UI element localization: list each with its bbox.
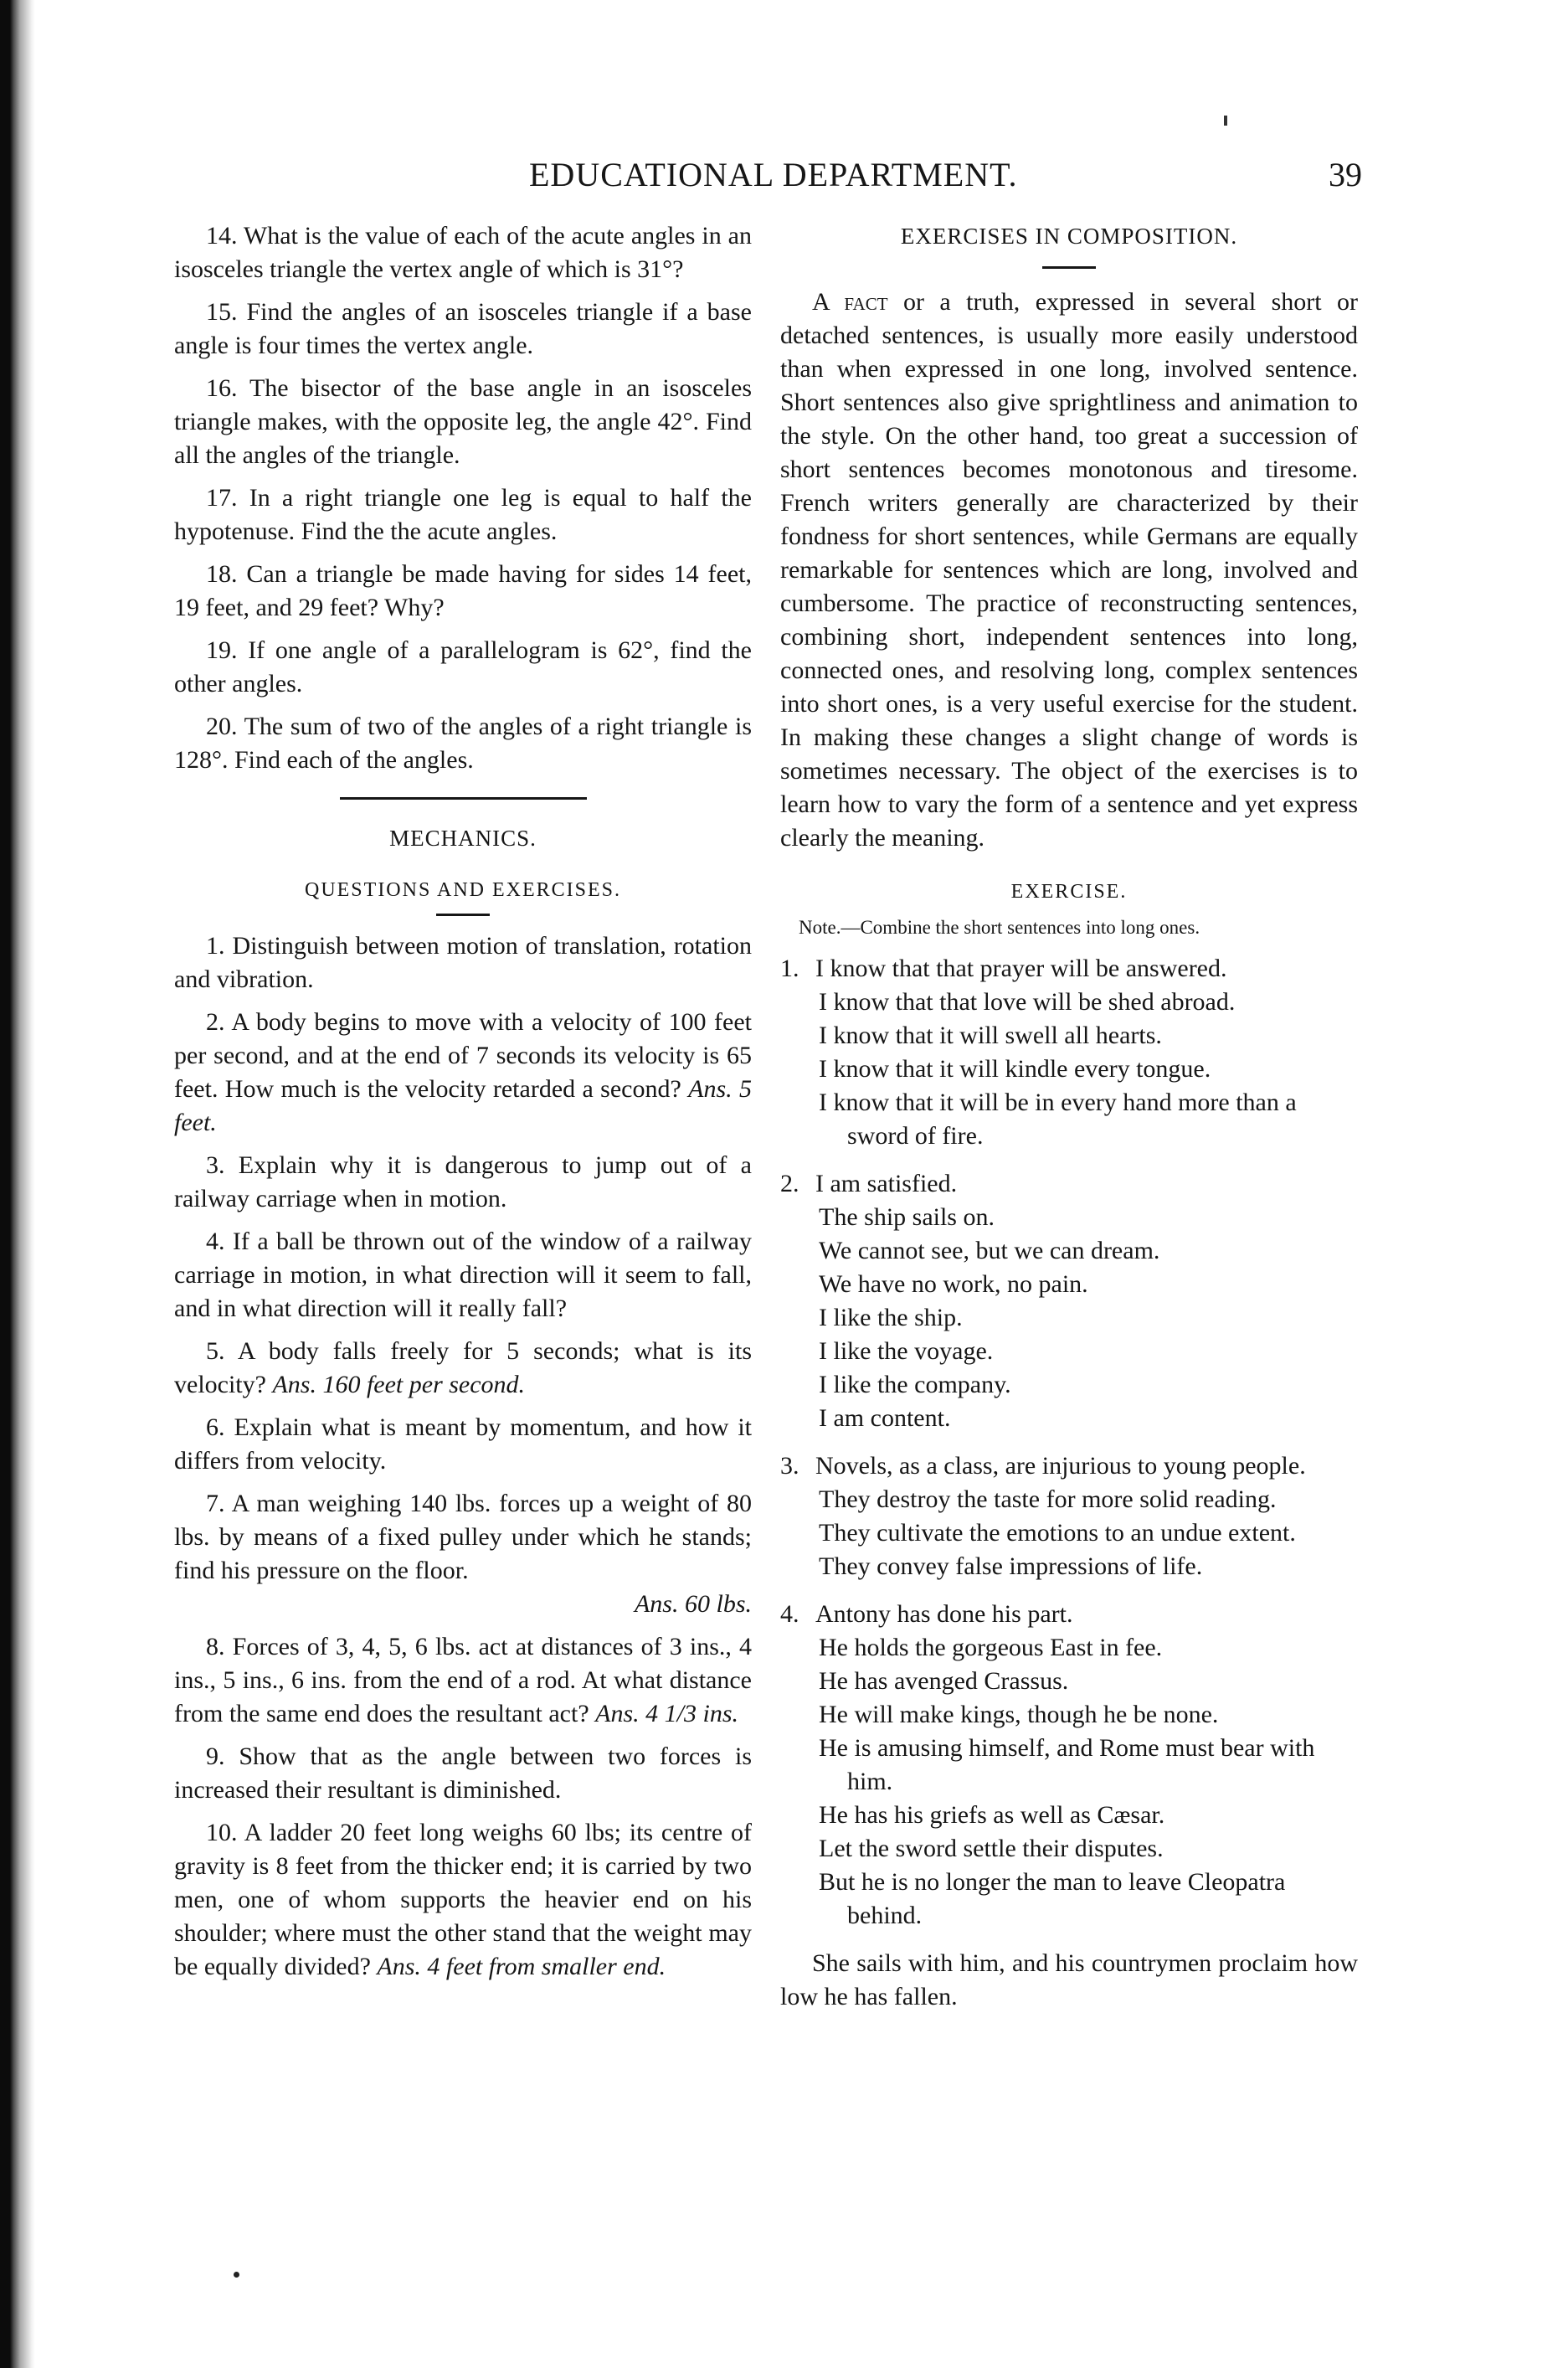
- mechanics-question: [174, 1630, 752, 1731]
- question-text: Explain what is meant by momentum, and how it differs from velocity.: [174, 1413, 753, 1475]
- exercise-sentence: I know that that prayer will be answered.: [815, 955, 1227, 982]
- question-text: Find the angles of an isosceles triangle if a base angle is four times the vertex angle.: [174, 298, 752, 359]
- exercise-line: He is amusing himself, and Rome must bear with him.: [819, 1734, 1315, 1795]
- mechanics-question: [174, 1225, 752, 1326]
- question-number: 10.: [206, 1819, 238, 1846]
- question-text: Can a triangle be made having for sides 14 feet, 19 feet, and 29 feet? Why?: [174, 560, 752, 621]
- question-number: 14.: [206, 222, 238, 250]
- exercise-line: [780, 1449, 1358, 1483]
- question-text: Explain why it is dangerous to jump out of a railway carriage when in motion.: [174, 1151, 752, 1212]
- exercise-line: I know that that love will be shed abroad.: [819, 988, 1236, 1016]
- mechanics-question: [174, 929, 752, 996]
- mechanics-heading: MECHANICS.: [389, 826, 537, 851]
- exercise-line: I like the company.: [819, 1371, 1011, 1398]
- question-number: 9.: [206, 1743, 225, 1770]
- question-answer: Ans. 160 feet per second.: [272, 1371, 526, 1398]
- exercise-line: I am content.: [819, 1404, 951, 1432]
- intro-lead-in: A fact: [812, 288, 888, 316]
- exercise-line: [780, 1167, 1358, 1201]
- geometry-question: [174, 219, 752, 286]
- mechanics-question: [174, 1487, 752, 1621]
- exercise-number: 1.: [780, 955, 799, 982]
- question-number: 8.: [206, 1633, 225, 1660]
- book-binding-edge: [0, 0, 35, 2368]
- composition-intro: [780, 286, 1358, 855]
- exercise-line: [780, 1598, 1358, 1631]
- exercise-heading: EXERCISE.: [1010, 881, 1128, 903]
- exercise-line: I like the ship.: [819, 1304, 963, 1331]
- left-column: [174, 219, 752, 1993]
- question-number: 17.: [206, 484, 238, 512]
- exercise-item: [780, 952, 1358, 1153]
- question-number: 18.: [206, 560, 238, 588]
- exercise-sentence: I am satisfied.: [815, 1170, 958, 1197]
- exercise-sentence: Novels, as a class, are injurious to young people.: [815, 1452, 1306, 1480]
- question-text: A man weighing 140 lbs. forces up a weight of 80 lbs. by means of a fixed pulley under which he stands; find his pressure on the floor.: [174, 1490, 752, 1584]
- geometry-question: [174, 634, 752, 701]
- mechanics-question: [174, 1816, 752, 1984]
- right-column: [780, 219, 1358, 2014]
- exercise-number: 4.: [780, 1600, 799, 1628]
- question-number: 5.: [206, 1337, 225, 1365]
- exercise-number: 3.: [780, 1452, 799, 1480]
- question-answer: Ans. 5 feet.: [174, 1075, 752, 1136]
- exercise-number: 2.: [780, 1170, 799, 1197]
- intro-text: or a truth, expressed in several short or detached sentences, is usually more easily understood than when expressed in one long, involved sentence. Short sentences also give sprightliness and animation to the style. On the other hand, too great a succession of short sentences becomes monotonous and tiresome. French writers generally are characterized by their fondness for short sentences, while Germans are equally remarkable for sentences which are long, involved and cumbersome. The practice of reconstructing sentences, combining short, independent sentences into long, connected ones, and resolving long, complex sentences into short ones, is a very useful exercise for the student. In making these changes a slight change of words is sometimes necessary. The object of the exercises is to learn how to vary the form of a sentence and yet express clearly the meaning.: [780, 288, 1358, 852]
- exercise-line: We cannot see, but we can dream.: [819, 1237, 1160, 1264]
- question-answer: Ans. 4 feet from smaller end.: [377, 1953, 666, 1980]
- question-text: A body begins to move with a velocity of 100 feet per second, and at the end of 7 seconds its velocity is 65 feet. How much is the velocity retarded a second?: [174, 1008, 752, 1103]
- geometry-question: [174, 296, 752, 363]
- exercise-line: He has his griefs as well as Cæsar.: [819, 1801, 1165, 1829]
- exercise-line: Let the sword settle their disputes.: [819, 1835, 1164, 1862]
- question-number: 1.: [206, 932, 225, 960]
- print-speck: [1224, 116, 1227, 126]
- exercise-line: [780, 952, 1358, 986]
- question-text: In a right triangle one leg is equal to half the hypotenuse. Find the the acute angles.: [174, 484, 752, 545]
- question-text: The bisector of the base angle in an isosceles triangle makes, with the opposite leg, the angle 42°. Find all the angles of the triangle.: [174, 374, 752, 469]
- exercise-line: He has avenged Crassus.: [819, 1667, 1069, 1695]
- exercise-line: They convey false impressions of life.: [819, 1552, 1203, 1580]
- question-number: 4.: [206, 1228, 225, 1255]
- exercise-line: But he is no longer the man to leave Cleopatra behind.: [819, 1868, 1286, 1929]
- subheading-rule: [436, 914, 490, 916]
- exercise-line: I know that it will be in every hand more than a sword of fire.: [819, 1089, 1297, 1150]
- geometry-question: [174, 558, 752, 625]
- mechanics-question: [174, 1740, 752, 1807]
- page-number: 39: [1329, 156, 1362, 193]
- exercise-sentence: Antony has done his part.: [815, 1600, 1073, 1628]
- exercise-line: I know that it will kindle every tongue.: [819, 1055, 1211, 1083]
- question-number: 16.: [206, 374, 238, 402]
- running-head: [0, 155, 1568, 205]
- question-text: Distinguish between motion of translation, rotation and vibration.: [174, 932, 753, 993]
- question-number: 6.: [206, 1413, 225, 1441]
- mechanics-question: [174, 1335, 752, 1402]
- question-text: The sum of two of the angles of a right triangle is 128°. Find each of the angles.: [174, 713, 752, 774]
- heading-rule: [1042, 266, 1096, 269]
- print-speck: [234, 2272, 239, 2278]
- exercise-line: We have no work, no pain.: [819, 1270, 1088, 1298]
- geometry-question: [174, 481, 752, 548]
- question-text: Show that as the angle between two forces is increased their resultant is diminished.: [174, 1743, 752, 1804]
- question-number: 2.: [206, 1008, 225, 1036]
- mechanics-question: [174, 1411, 752, 1478]
- closing-sentence: She sails with him, and his countrymen proclaim how low he has fallen.: [780, 1949, 1358, 2010]
- exercise-item: [780, 1449, 1358, 1583]
- question-number: 15.: [206, 298, 238, 326]
- mechanics-question: [174, 1006, 752, 1140]
- exercise-line: I know that it will swell all hearts.: [819, 1022, 1162, 1049]
- composition-heading: EXERCISES IN COMPOSITION.: [900, 224, 1238, 249]
- mechanics-subheading: QUESTIONS AND EXERCISES.: [304, 879, 622, 901]
- mechanics-question-list: [174, 929, 752, 1984]
- question-answer: Ans. 60 lbs.: [634, 1590, 752, 1618]
- question-text: If a ball be thrown out of the window of a railway carriage in motion, in what direction will it seem to fall, and in what direction will it really fall?: [174, 1228, 752, 1322]
- section-divider: [340, 797, 587, 800]
- question-text: A body falls freely for 5 seconds; what is its velocity?: [174, 1337, 752, 1398]
- question-text: Forces of 3, 4, 5, 6 lbs. act at distances of 3 ins., 4 ins., 5 ins., 6 ins. from the end of a rod. At what distance from the same end does the resultant act?: [174, 1633, 753, 1727]
- geometry-question-list: [174, 219, 752, 777]
- exercise-line: He will make kings, though he be none.: [819, 1701, 1219, 1728]
- page-header-title: EDUCATIONAL DEPARTMENT.: [529, 156, 1018, 193]
- question-text: What is the value of each of the acute angles in an isosceles triangle the vertex angle of which is 31°?: [174, 222, 752, 283]
- question-number: 3.: [206, 1151, 225, 1179]
- exercise-line: They destroy the taste for more solid reading.: [819, 1485, 1277, 1513]
- mechanics-question: [174, 1149, 752, 1216]
- exercise-line: I like the voyage.: [819, 1337, 994, 1365]
- exercise-item: [780, 1167, 1358, 1435]
- geometry-question: [174, 372, 752, 472]
- exercise-line: The ship sails on.: [819, 1203, 995, 1231]
- geometry-question: [174, 710, 752, 777]
- question-answer: Ans. 4 1/3 ins.: [595, 1700, 739, 1727]
- exercise-item: [780, 1598, 1358, 1933]
- question-text: A ladder 20 feet long weighs 60 lbs; its centre of gravity is 8 feet from the thicker end; it is carried by two men, one of whom supports the heavier end on his shoulder; where must the other stand that the weight may be equally divided?: [174, 1819, 752, 1980]
- exercise-line: They cultivate the emotions to an undue extent.: [819, 1519, 1296, 1547]
- exercise-note: Note.—Combine the short sentences into long ones.: [799, 917, 1200, 938]
- question-number: 20.: [206, 713, 238, 740]
- question-number: 19.: [206, 636, 238, 664]
- question-number: 7.: [206, 1490, 225, 1517]
- question-text: If one angle of a parallelogram is 62°, find the other angles.: [174, 636, 752, 698]
- exercise-line: He holds the gorgeous East in fee.: [819, 1634, 1163, 1661]
